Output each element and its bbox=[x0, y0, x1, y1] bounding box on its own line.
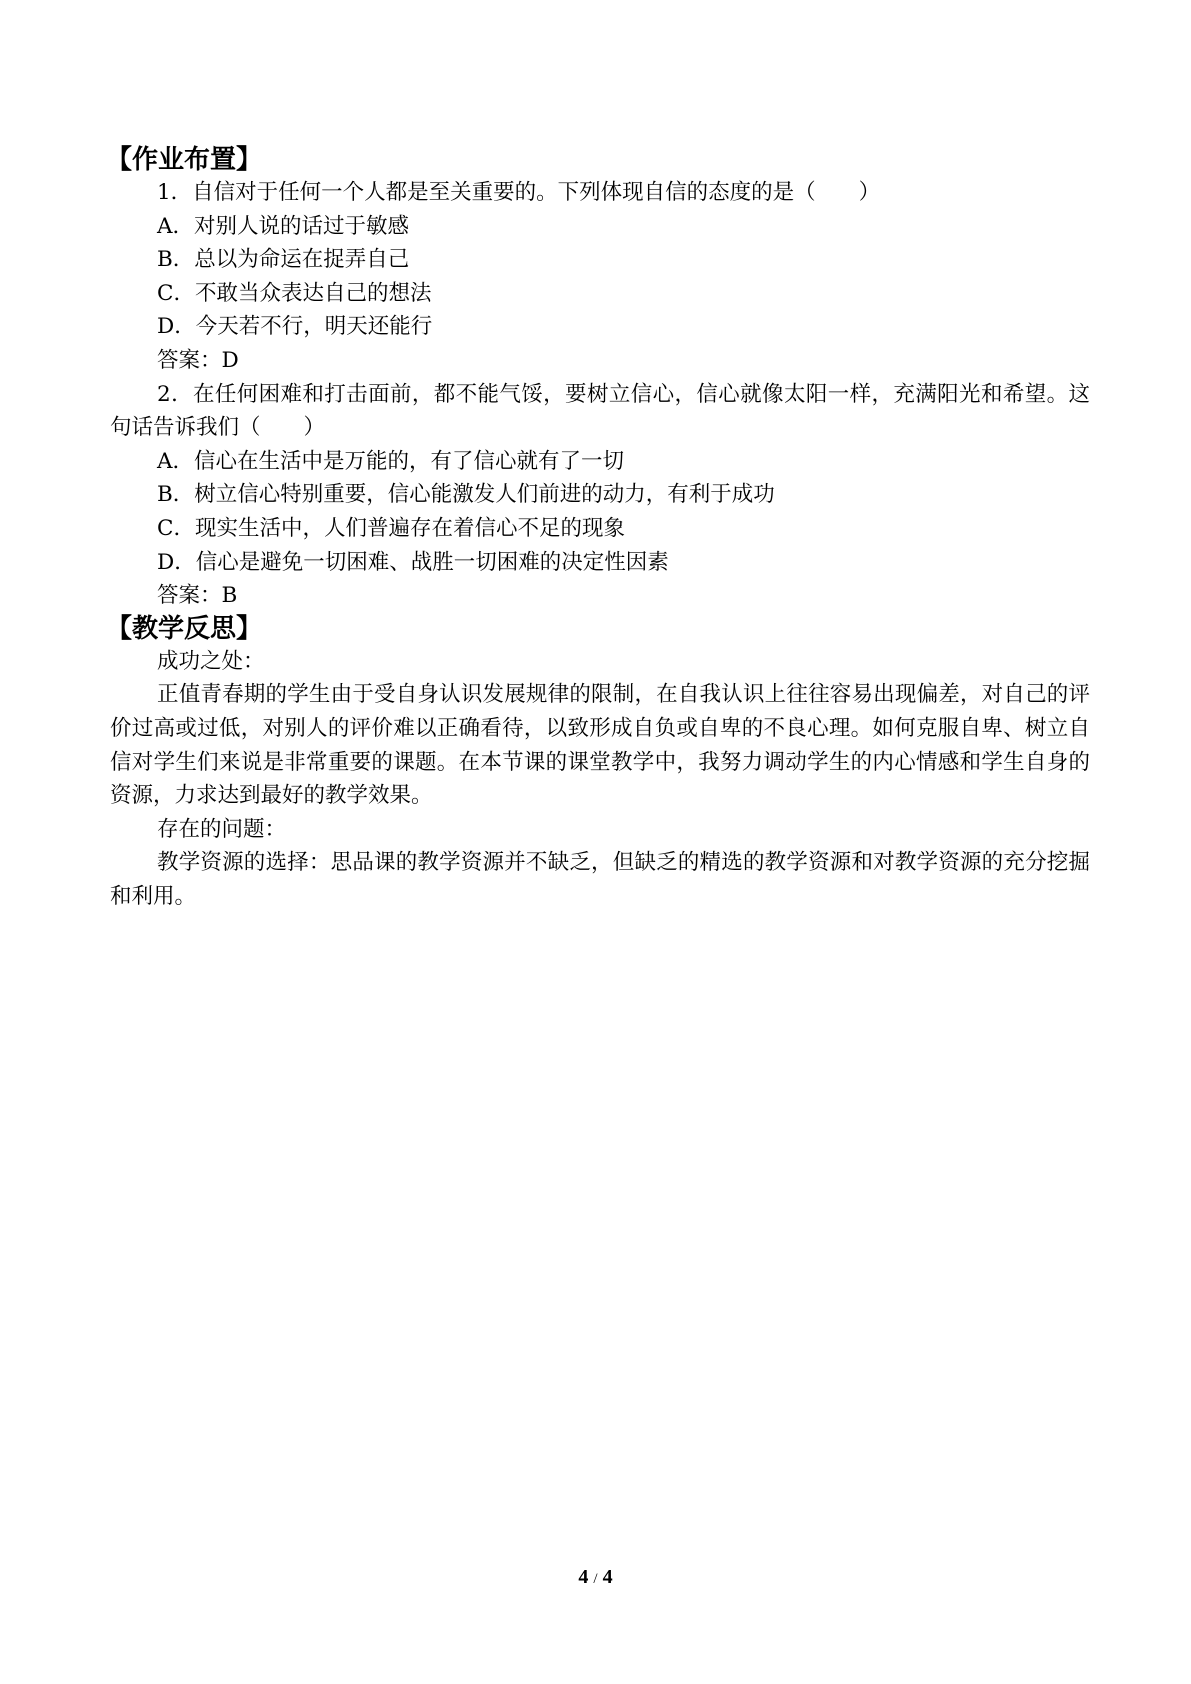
homework-heading: 【作业布置】 bbox=[106, 145, 263, 175]
question-1-option-c: C．不敢当众表达自己的想法 bbox=[157, 280, 432, 306]
question-1-answer: 答案：D bbox=[157, 347, 239, 373]
page-separator: / bbox=[593, 1571, 598, 1587]
question-2-option-d: D．信心是避免一切困难、战胜一切困难的决定性因素 bbox=[157, 549, 669, 575]
question-1-stem: 1．自信对于任何一个人都是至关重要的。下列体现自信的态度的是（ ） bbox=[157, 180, 881, 205]
page-number bbox=[0, 1566, 1191, 1589]
question-2-option-c: C．现实生活中，人们普遍存在着信心不足的现象 bbox=[157, 515, 625, 541]
page-total: 4 bbox=[602, 1566, 613, 1588]
question-2-answer: 答案：B bbox=[157, 583, 238, 609]
success-paragraph: 正值青春期的学生由于受自身认识发展规律的限制，在自我认识上往往容易出现偏差，对自己的评价过高或过低，对别人的评价难以正确看待，以致形成自负或自卑的不良心理。如何克服自卑、树立自信对学生们来说是非常重要的课题。在本节课的课堂教学中，我努力调动学生的内心情感和学生自身的资源，力求达到最好的教学效果。 bbox=[110, 682, 1090, 809]
question-1-option-a: A．对别人说的话过于敏感 bbox=[157, 213, 410, 239]
reflection-heading: 【教学反思】 bbox=[106, 613, 263, 644]
page-current: 4 bbox=[578, 1566, 589, 1588]
question-1-option-b: B．总以为命运在捉弄自己 bbox=[157, 247, 410, 273]
question-2-stem: 2．在任何困难和打击面前，都不能气馁，要树立信心，信心就像太阳一样，充满阳光和希望。这句话告诉我们（ ） bbox=[110, 381, 1090, 441]
question-1-option-d: D．今天若不行，明天还能行 bbox=[157, 314, 433, 340]
question-2-option-b: B．树立信心特别重要，信心能激发人们前进的动力，有利于成功 bbox=[157, 482, 775, 508]
document-content bbox=[106, 144, 1090, 913]
question-2-option-a: A．信心在生活中是万能的，有了信心就有了一切 bbox=[157, 448, 625, 474]
success-label: 成功之处： bbox=[157, 648, 265, 674]
problem-label: 存在的问题： bbox=[157, 816, 287, 842]
problem-paragraph: 教学资源的选择：思品课的教学资源并不缺乏，但缺乏的精选的教学资源和对教学资源的充分挖掘和利用。 bbox=[110, 850, 1090, 909]
